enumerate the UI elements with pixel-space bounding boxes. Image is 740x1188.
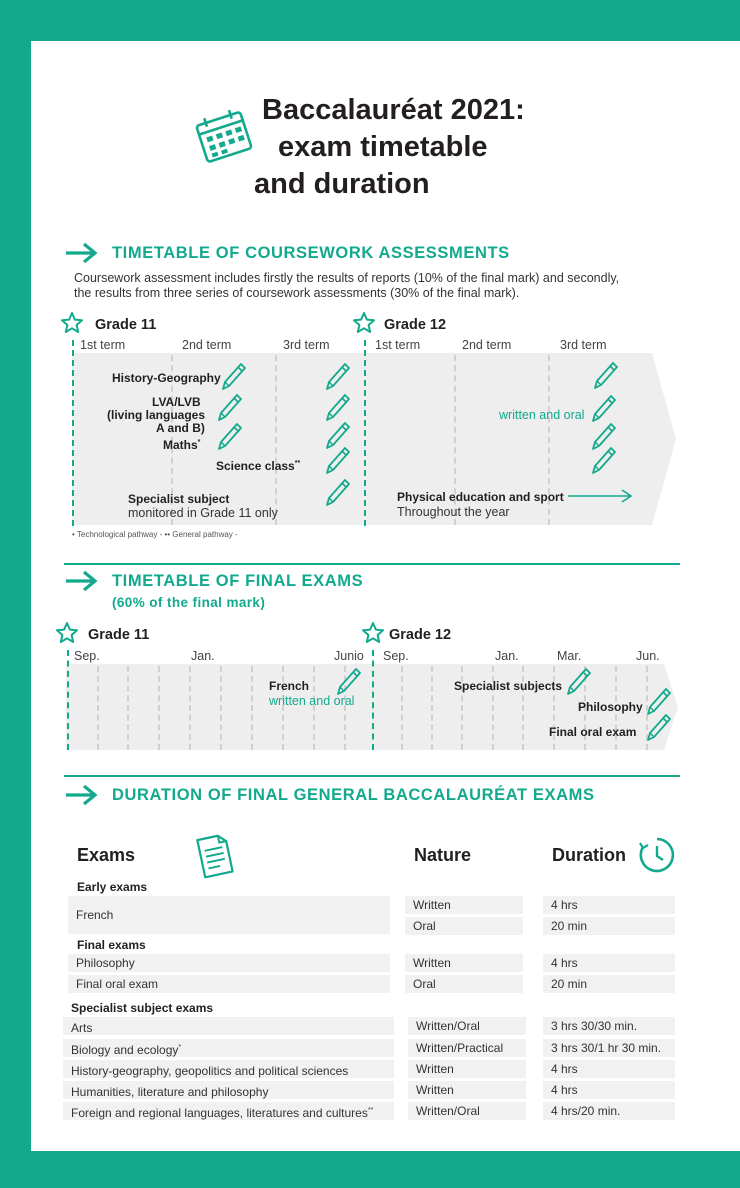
exam-cell: Biology and ecology* (63, 1039, 394, 1057)
science-class-label: Science class** (216, 459, 301, 473)
pen-icon (326, 362, 350, 395)
final-grade12-label: Grade 12 (389, 627, 452, 643)
french-exam-label: French (269, 679, 310, 693)
specialist-exams-group-label: Specialist subject exams (71, 1001, 214, 1015)
month-divider (189, 666, 191, 750)
pen-icon (594, 361, 618, 394)
month-divider (127, 666, 129, 750)
arrow-right-icon (568, 489, 634, 508)
grade12-term1: 1st term (375, 338, 421, 352)
section-divider (64, 775, 680, 777)
early-exams-group-label: Early exams (77, 880, 148, 894)
grade11-term3: 3rd term (283, 338, 330, 352)
exam-cell: Philosophy (68, 954, 390, 972)
nature-cell: Written (405, 954, 523, 972)
nature-cell: Oral (405, 917, 523, 935)
exam-cell: Humanities, literature and philosophy (63, 1081, 394, 1099)
month-divider (220, 666, 222, 750)
month-divider (431, 666, 433, 750)
section-divider (64, 563, 680, 565)
month-divider (251, 666, 253, 750)
written-oral-note: written and oral (499, 408, 585, 422)
exam-cell: French (68, 896, 390, 934)
duration-cell: 3 hrs 30/1 hr 30 min. (543, 1039, 675, 1057)
pen-icon (567, 667, 591, 700)
month-divider (158, 666, 160, 750)
final-oral-exam-label: Final oral exam (549, 725, 637, 739)
exam-cell: Arts (63, 1017, 394, 1035)
duration-cell: 4 hrs (543, 896, 675, 914)
specialist-subject-label: Specialist subject (128, 492, 230, 506)
maths-label: Maths* (163, 438, 201, 452)
calendar-icon (193, 108, 255, 171)
nature-cell: Oral (405, 975, 523, 993)
page-title-line1: Baccalauréat 2021: (262, 94, 525, 126)
month-divider (97, 666, 99, 750)
nature-cell: Written (405, 896, 523, 914)
duration-cell: 20 min (543, 975, 675, 993)
nature-cell: Written/Oral (408, 1102, 526, 1120)
exam-cell: Final oral exam (68, 975, 390, 993)
final-grade11-label: Grade 11 (88, 627, 150, 643)
month-mar-g12: Mar. (557, 649, 582, 663)
coursework-section-title: TIMETABLE OF COURSEWORK ASSESSMENTS (112, 244, 510, 262)
coursework-intro-line2: the results from three series of coursework assessments (30% of the final mark). (74, 286, 520, 300)
lva-label-line3: A and B) (156, 421, 205, 435)
history-geography-label: History-Geography (112, 371, 221, 385)
specialist-subject-note: monitored in Grade 11 only (128, 506, 278, 520)
month-jan-g12: Jan. (495, 649, 519, 663)
arrow-right-icon (64, 242, 98, 269)
page-title-line2: exam timetable (278, 131, 488, 163)
pen-icon (326, 446, 350, 479)
philosophy-exam-label: Philosophy (578, 700, 643, 714)
duration-cell: 20 min (543, 917, 675, 935)
duration-cell: 4 hrs (543, 1060, 675, 1078)
star-icon (361, 621, 385, 650)
grade12-start-line (364, 340, 366, 526)
nature-cell: Written/Oral (408, 1017, 526, 1035)
duration-section-title: DURATION OF FINAL GENERAL BACCALAURÉAT EXAMS (112, 786, 595, 804)
grade11-term2: 2nd term (182, 338, 232, 352)
month-jan-g11: Jan. (191, 649, 215, 663)
grade11-start-line (72, 340, 74, 526)
final-exams-subtitle: (60% of the final mark) (112, 595, 266, 610)
grade11-term1: 1st term (80, 338, 126, 352)
exams-column-header: Exams (77, 845, 136, 865)
duration-cell: 4 hrs (543, 1081, 675, 1099)
page-title-line3: and duration (254, 168, 430, 200)
month-sep-g12: Sep. (383, 649, 409, 663)
arrow-right-icon (64, 784, 98, 811)
physical-education-label: Physical education and sport (397, 490, 564, 504)
pen-icon (592, 446, 616, 479)
exam-cell: Foreign and regional languages, literatures and cultures** (63, 1102, 394, 1120)
month-jun-g11: Junio (334, 649, 364, 663)
physical-education-note: Throughout the year (397, 505, 510, 519)
nature-cell: Written/Practical (408, 1039, 526, 1057)
duration-column-header: Duration (552, 845, 626, 865)
month-jun-g12: Jun. (636, 649, 660, 663)
coursework-grade11-label: Grade 11 (95, 317, 157, 333)
final-exams-section-title: TIMETABLE OF FINAL EXAMS (112, 572, 364, 590)
duration-cell: 4 hrs/20 min. (543, 1102, 675, 1120)
nature-cell: Written (408, 1060, 526, 1078)
month-sep-g11: Sep. (74, 649, 100, 663)
specialist-subjects-exam-label: Specialist subjects (454, 679, 563, 693)
grade11-start-line (67, 650, 69, 750)
coursework-footnote: • Technological pathway - •• General pathway - (72, 530, 238, 539)
lva-label-line1: LVA/LVB (152, 395, 201, 409)
pen-icon (337, 667, 361, 700)
exam-cell: History-geography, geopolitics and political sciences (63, 1060, 394, 1078)
french-exam-note: written and oral (269, 694, 355, 708)
duration-cell: 4 hrs (543, 954, 675, 972)
star-icon (60, 311, 84, 340)
arrow-right-icon (64, 570, 98, 597)
month-divider (401, 666, 403, 750)
coursework-grade12-label: Grade 12 (384, 317, 447, 333)
term-divider (275, 355, 277, 525)
pen-icon (647, 713, 671, 746)
duration-cell: 3 hrs 30/30 min. (543, 1017, 675, 1035)
pen-icon (326, 478, 350, 511)
coursework-intro-line1: Coursework assessment includes firstly the results of reports (10% of the final mark) and secondly, (74, 271, 620, 285)
document-icon (192, 832, 236, 885)
grade12-term2: 2nd term (462, 338, 512, 352)
star-icon (352, 311, 376, 340)
month-divider (313, 666, 315, 750)
lva-label-line2: (living languages (107, 408, 206, 422)
final-exams-group-label: Final exams (77, 938, 146, 952)
grade12-term3: 3rd term (560, 338, 607, 352)
grade12-start-line (372, 650, 374, 750)
clock-icon (638, 836, 676, 879)
star-icon (55, 621, 79, 650)
nature-column-header: Nature (414, 845, 472, 865)
nature-cell: Written (408, 1081, 526, 1099)
pen-icon (222, 362, 246, 395)
pen-icon (218, 422, 242, 455)
